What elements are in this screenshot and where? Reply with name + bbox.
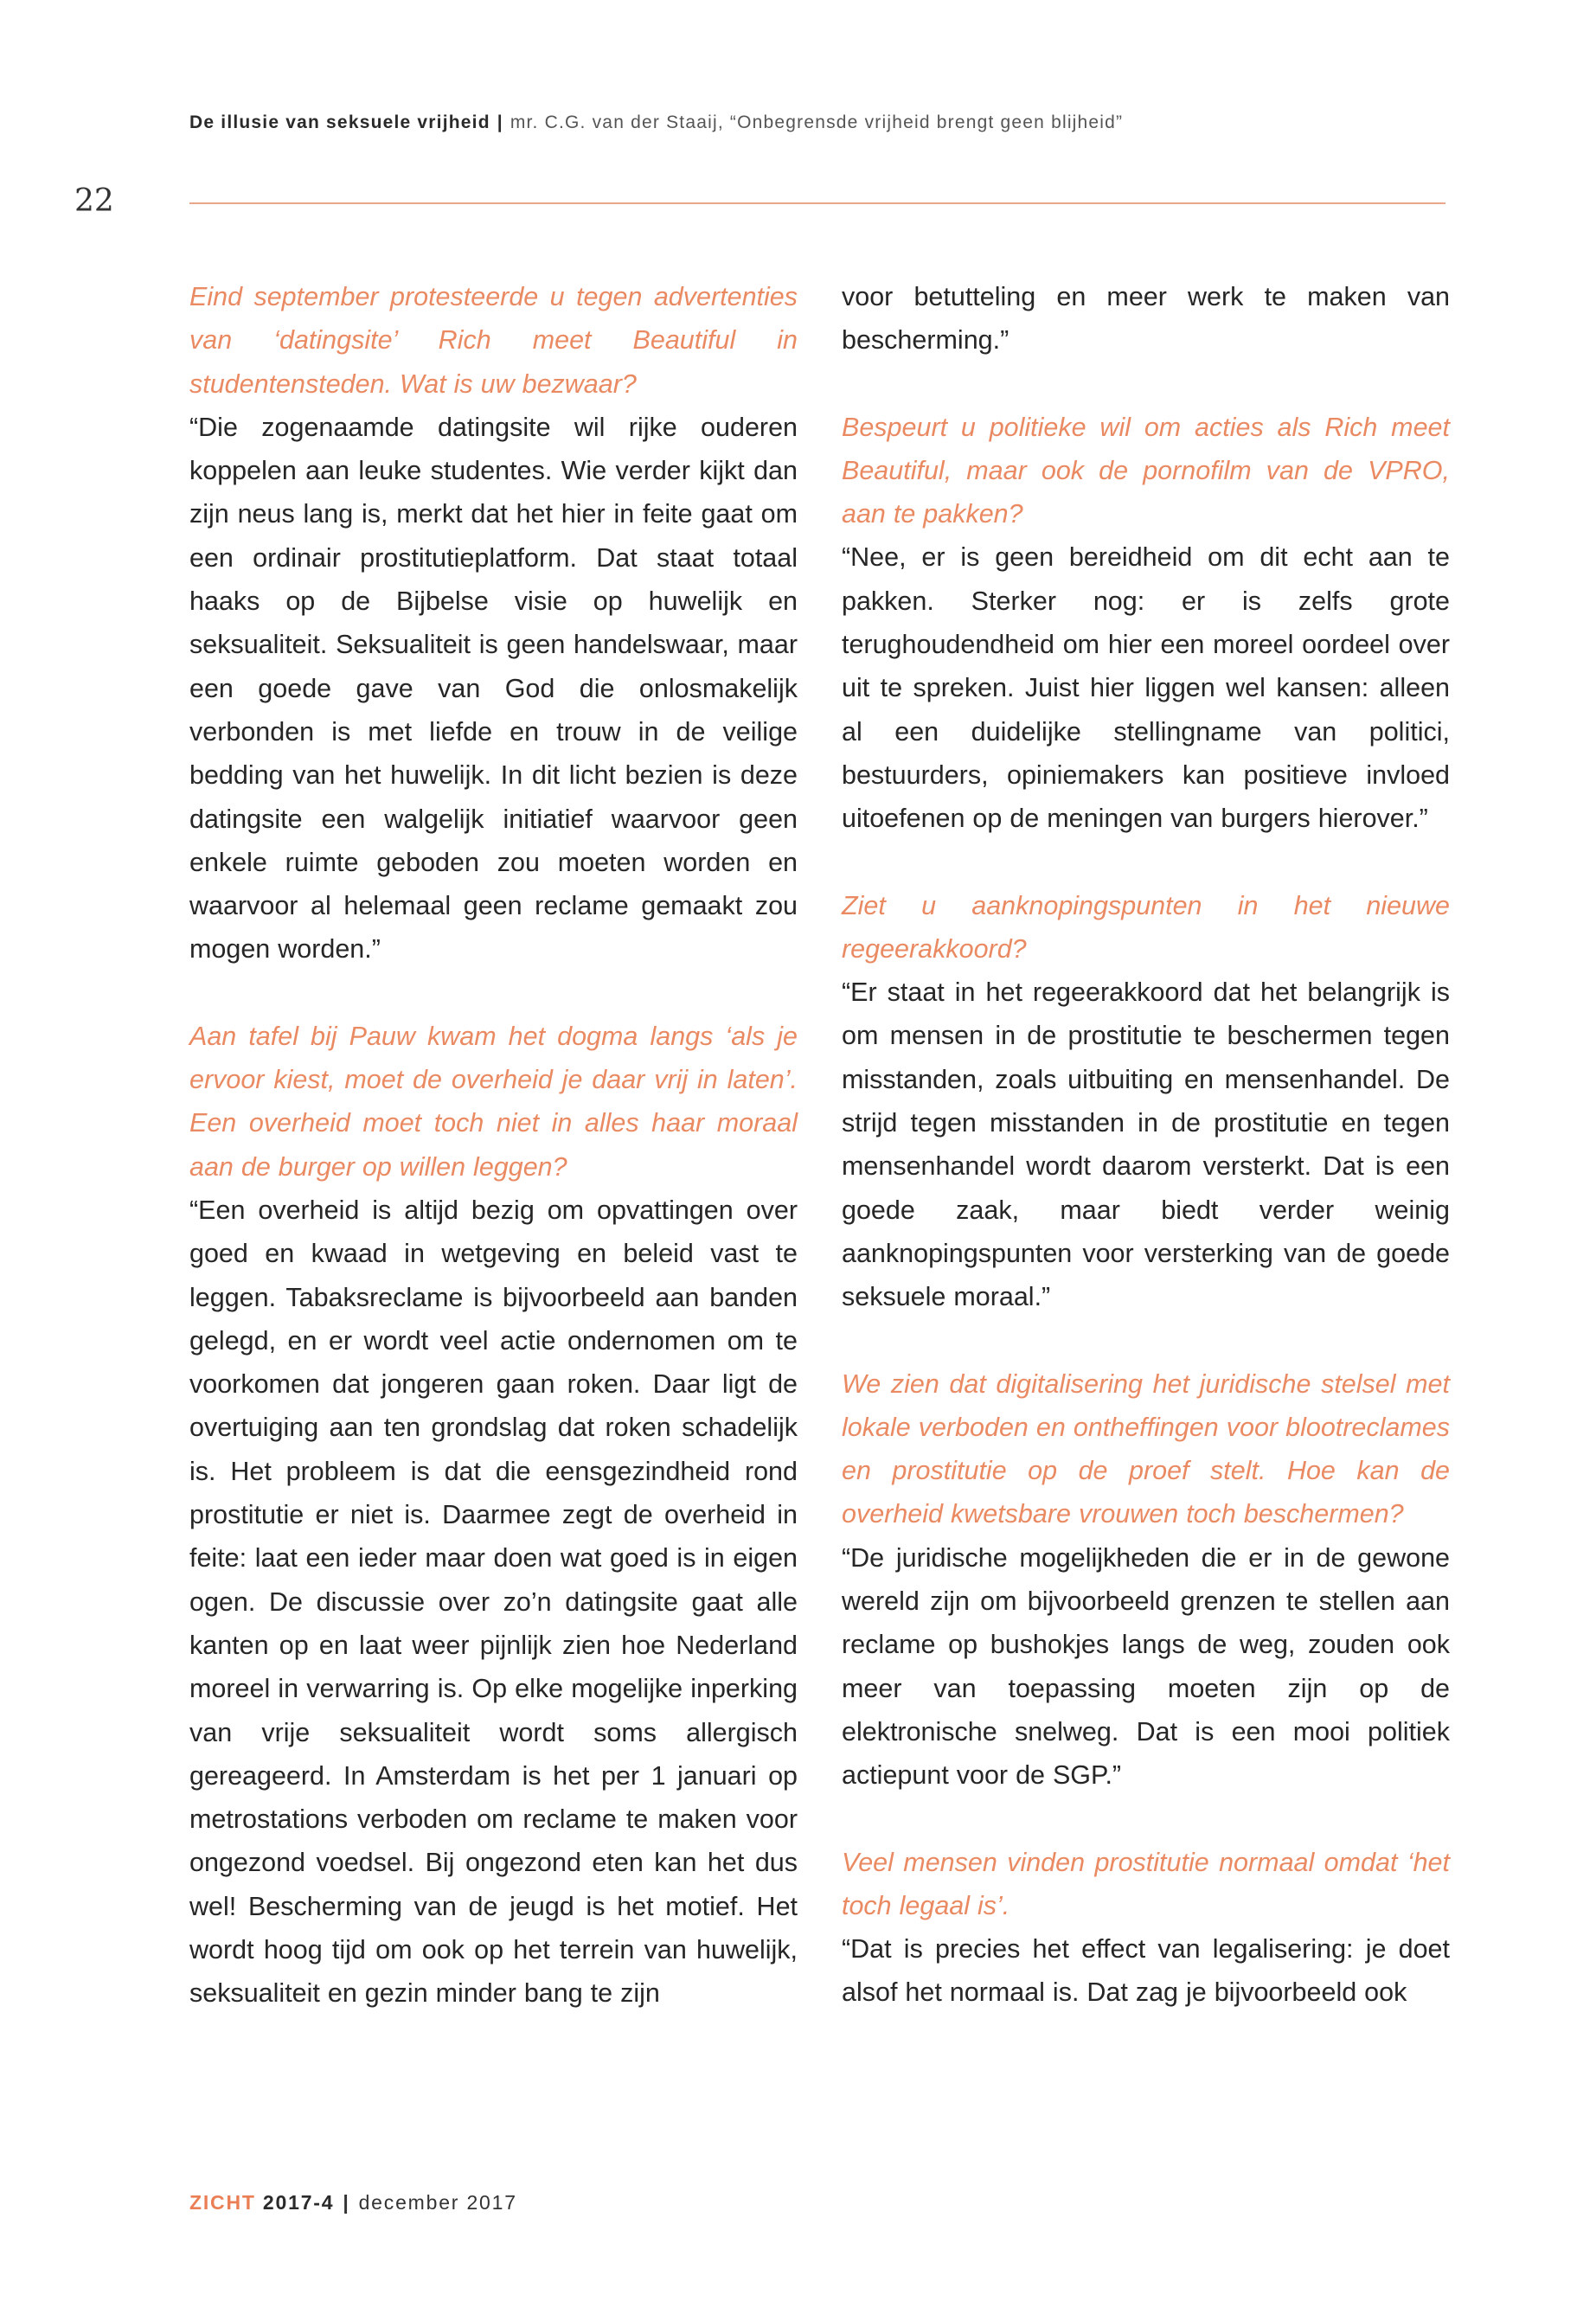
interview-answer: “Nee, er is geen bereidheid om dit echt aan te pakken. Sterker nog: er is zelfs grote terughoudendheid om hier een moreel oordeel over uit te spreken. Juist hier liggen wel kansen: alleen al een duidelijke stellingname van politici, bestuurders, opiniemakers kan positieve invloed uitoefenen op de meningen van burgers hierover.” [842, 542, 1450, 834]
interview-answer: “Dat is precies het effect van legalisering: je doet alsof het normaal is. Dat zag je bijvoorbeeld ook [842, 1934, 1450, 2008]
interview-answer: “Een overheid is altijd bezig om opvattingen over goed en kwaad in wetgeving en beleid vast te leggen. Tabaksreclame is bijvoorbeeld aan banden gelegd, en er wordt veel actie ondernomen om te voorkomen dat jongeren gaan roken. Daar ligt de overtuiging aan ten grondslag dat roken schadelijk is. Het probleem is dat die eensgezindheid rond prostitutie er niet is. Daarmee zegt de overheid in feite: laat een ieder maar doen wat goed is in eigen ogen. De discussie over zo’n datingsite gaat alle kanten op en laat weer pijnlijk zien hoe Nederland moreel in verwarring is. Op elke mogelijke inperking van vrije seksualiteit wordt soms allergisch gereageerd. In Amsterdam is het per 1 januari op metrostations verboden om reclame te maken voor ongezond voedsel. Bij ongezond eten kan het dus wel! Bescherming van de jeugd is het motief. Het wordt hoog tijd om ook op het terrein van huwelijk, seksualiteit en gezin minder bang te zijn [189, 1195, 798, 2009]
header-rule [189, 202, 1445, 204]
interview-question: Ziet u aanknopingspunten in het nieuwe regeerakkoord? [842, 890, 1450, 964]
right-column [842, 275, 1450, 2015]
interview-answer: “De juridische mogelijkheden die er in de gewone wereld zijn om bijvoorbeeld grenzen te stellen aan reclame op bushokjes langs de weg, zouden ook meer van toepassing moeten zijn op de elektronische snelweg. Dat is een mooi politiek actiepunt voor de SGP.” [842, 1542, 1450, 1791]
interview-question: Aan tafel bij Pauw kwam het dogma langs ‘als je ervoor kiest, moet de overheid je daar vrij in laten’. Een overheid moet toch niet in alles haar moraal aan de burger op willen leggen? [189, 1021, 798, 1182]
page-number: 22 [74, 183, 114, 219]
footer-issue: 2017-4 [262, 2191, 335, 2214]
interview-question: Eind september protesteerde u tegen advertenties van ‘datingsite’ Rich meet Beautiful in studentensteden. Wat is uw bezwaar? [189, 282, 798, 399]
qa-block [842, 406, 1450, 841]
qa-block [189, 1015, 798, 2016]
interview-question: Bespeurt u politieke wil om acties als Rich meet Beautiful, maar ook de pornofilm van de VPRO, aan te pakken? [842, 412, 1450, 529]
qa-block [842, 884, 1450, 1319]
running-header [189, 112, 1444, 133]
interview-answer: “Er staat in het regeerakkoord dat het belangrijk is om mensen in de prostitutie te beschermen tegen misstanden, zoals uitbuiting en mensenhandel. De strijd tegen misstanden in de prostitutie en tegen mensenhandel wordt daarom versterkt. Dat is een goede zaak, maar biedt verder weinig aanknopingspunten voor versterking van de goede seksuele moraal.” [842, 977, 1450, 1312]
interview-question: Veel mensen vinden prostitutie normaal omdat ‘het toch legaal is’. [842, 1847, 1450, 1920]
qa-block [189, 275, 798, 971]
qa-block [842, 1841, 1450, 2015]
footer-date: december 2017 [358, 2191, 517, 2214]
footer-brand: ZICHT [189, 2191, 256, 2214]
header-separator: | [497, 112, 503, 132]
left-column [189, 275, 798, 2016]
header-title: De illusie van seksuele vrijheid [189, 112, 490, 132]
qa-block [842, 1362, 1450, 1798]
interview-answer-continued: voor betutteling en meer werk te maken van bescherming.” [842, 282, 1450, 356]
interview-answer: “Die zogenaamde datingsite wil rijke ouderen koppelen aan leuke studentes. Wie verder kijkt dan zijn neus lang is, merkt dat het hier in feite gaat om een ordinair prostitutieplatform. Dat staat totaal haaks op de Bijbelse visie op huwelijk en seksualiteit. Seksualiteit is geen handelswaar, maar een goede gave van God die onlosmakelijk verbonden is met liefde en trouw in de veilige bedding van het huwelijk. In dit licht bezien is deze datingsite een walgelijk initiatief waarvoor geen enkele ruimte geboden zou moeten worden en waarvoor al helemaal geen reclame gemaakt zou mogen worden.” [189, 412, 798, 965]
footer-separator: | [343, 2191, 350, 2214]
running-footer [189, 2191, 517, 2214]
interview-question: We zien dat digitalisering het juridische stelsel met lokale verboden en ontheffingen voor blootreclames en prostitutie op de proef stelt. Hoe kan de overheid kwetsbare vrouwen toch beschermen? [842, 1368, 1450, 1529]
qa-block [842, 275, 1450, 362]
header-subtitle: mr. C.G. van der Staaij, “Onbegrensde vrijheid brengt geen blijheid” [510, 112, 1124, 132]
